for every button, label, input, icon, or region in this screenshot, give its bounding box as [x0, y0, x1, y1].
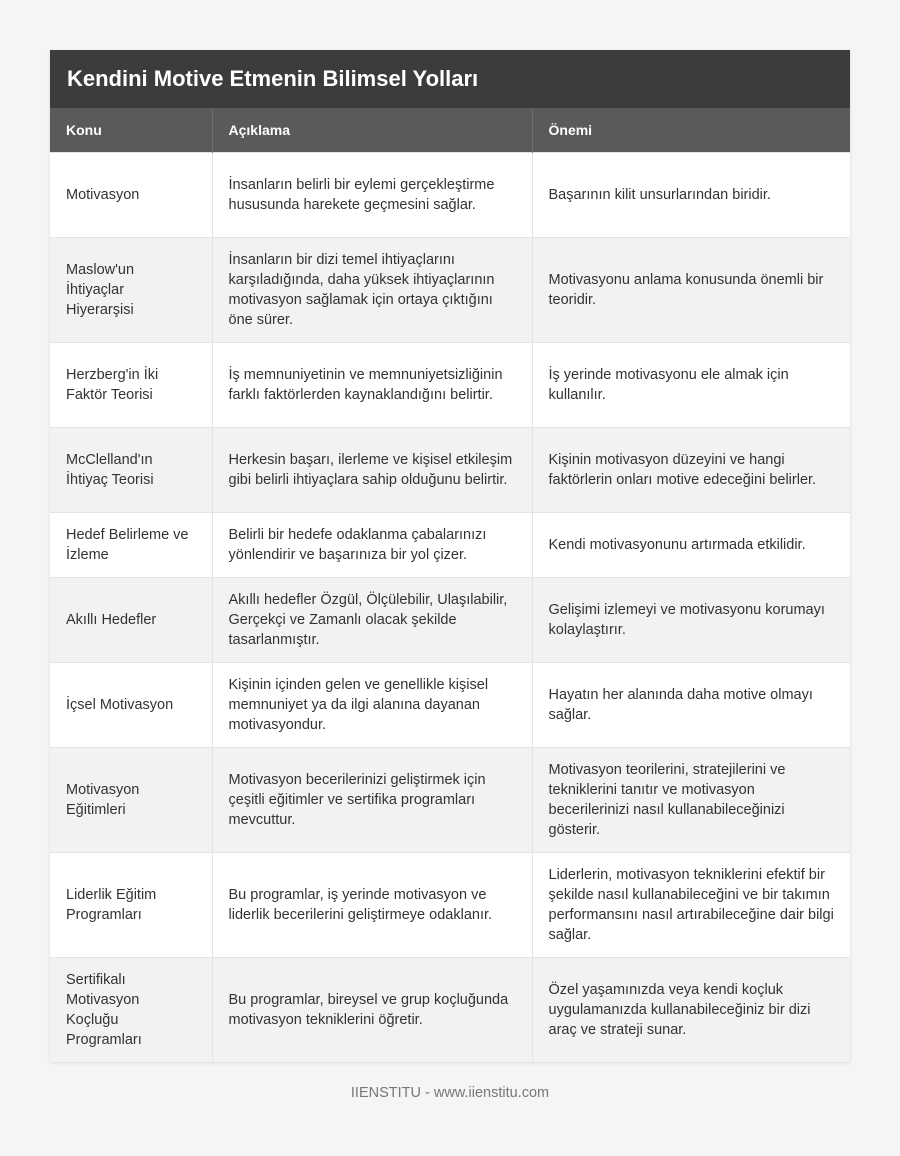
- table-row: [50, 237, 850, 342]
- cell-konu: Maslow'un İhtiyaçlar Hiyerarşisi: [50, 237, 212, 342]
- header-konu: Konu: [50, 108, 212, 152]
- table-row: [50, 662, 850, 747]
- cell-aciklama: İnsanların bir dizi temel ihtiyaçlarını karşıladığında, daha yüksek ihtiyaçlarının motivasyon sağlamak için ortaya çıktığını öne sürer.: [212, 237, 532, 342]
- cell-konu: Sertifikalı Motivasyon Koçluğu Programları: [50, 957, 212, 1062]
- cell-onemi: Gelişimi izlemeyi ve motivasyonu korumayı kolaylaştırır.: [532, 577, 850, 662]
- footer-credit: IIENSTITU - www.iienstitu.com: [350, 1085, 550, 1101]
- table-row: [50, 577, 850, 662]
- data-table: [50, 108, 850, 1062]
- cell-onemi: Başarının kilit unsurlarından biridir.: [532, 152, 850, 237]
- cell-aciklama: Bu programlar, iş yerinde motivasyon ve liderlik becerilerini geliştirmeye odaklanır.: [212, 852, 532, 957]
- table-row: [50, 342, 850, 427]
- cell-onemi: Hayatın her alanında daha motive olmayı sağlar.: [532, 662, 850, 747]
- header-row: [50, 108, 850, 152]
- cell-aciklama: Motivasyon becerilerinizi geliştirmek için çeşitli eğitimler ve sertifika programları mevcuttur.: [212, 747, 532, 852]
- cell-konu: Akıllı Hedefler: [50, 577, 212, 662]
- cell-onemi: Özel yaşamınızda veya kendi koçluk uygulamanızda kullanabileceğiniz bir dizi araç ve strateji sunar.: [532, 957, 850, 1062]
- cell-aciklama: Kişinin içinden gelen ve genellikle kişisel memnuniyet ya da ilgi alanına dayanan motivasyondur.: [212, 662, 532, 747]
- cell-konu: Motivasyon Eğitimleri: [50, 747, 212, 852]
- table-row: [50, 152, 850, 237]
- cell-konu: Herzberg'in İki Faktör Teorisi: [50, 342, 212, 427]
- header-aciklama: Açıklama: [212, 108, 532, 152]
- table-row: [50, 957, 850, 1062]
- table-row: [50, 747, 850, 852]
- table-row: [50, 852, 850, 957]
- cell-aciklama: Akıllı hedefler Özgül, Ölçülebilir, Ulaşılabilir, Gerçekçi ve Zamanlı olacak şekilde tasarlanmıştır.: [212, 577, 532, 662]
- cell-onemi: Kendi motivasyonunu artırmada etkilidir.: [532, 512, 850, 577]
- table-row: [50, 427, 850, 512]
- cell-konu: McClelland'ın İhtiyaç Teorisi: [50, 427, 212, 512]
- table-title: Kendini Motive Etmenin Bilimsel Yolları: [50, 50, 850, 108]
- table-row: [50, 512, 850, 577]
- cell-onemi: İş yerinde motivasyonu ele almak için kullanılır.: [532, 342, 850, 427]
- cell-konu: Liderlik Eğitim Programları: [50, 852, 212, 957]
- cell-aciklama: İş memnuniyetinin ve memnuniyetsizliğinin farklı faktörlerden kaynaklandığını belirtir.: [212, 342, 532, 427]
- header-onemi: Önemi: [532, 108, 850, 152]
- cell-aciklama: Herkesin başarı, ilerleme ve kişisel etkileşim gibi belirli ihtiyaçlara sahip olduğunu belirtir.: [212, 427, 532, 512]
- content-card: [50, 50, 850, 1062]
- cell-konu: Hedef Belirleme ve İzleme: [50, 512, 212, 577]
- cell-onemi: Kişinin motivasyon düzeyini ve hangi faktörlerin onları motive edeceğini belirler.: [532, 427, 850, 512]
- cell-konu: Motivasyon: [50, 152, 212, 237]
- cell-onemi: Motivasyonu anlama konusunda önemli bir teoridir.: [532, 237, 850, 342]
- cell-konu: İçsel Motivasyon: [50, 662, 212, 747]
- cell-aciklama: Bu programlar, bireysel ve grup koçluğunda motivasyon tekniklerini öğretir.: [212, 957, 532, 1062]
- cell-aciklama: İnsanların belirli bir eylemi gerçekleştirme hususunda harekete geçmesini sağlar.: [212, 152, 532, 237]
- cell-aciklama: Belirli bir hedefe odaklanma çabalarınızı yönlendirir ve başarınıza bir yol çizer.: [212, 512, 532, 577]
- cell-onemi: Liderlerin, motivasyon tekniklerini efektif bir şekilde nasıl kullanabileceğini ve bir takımın performansını nasıl artırabileceğine dair bilgi sağlar.: [532, 852, 850, 957]
- cell-onemi: Motivasyon teorilerini, stratejilerini ve tekniklerini tanıtır ve motivasyon becerilerinizi nasıl kullanabileceğinizi gösterir.: [532, 747, 850, 852]
